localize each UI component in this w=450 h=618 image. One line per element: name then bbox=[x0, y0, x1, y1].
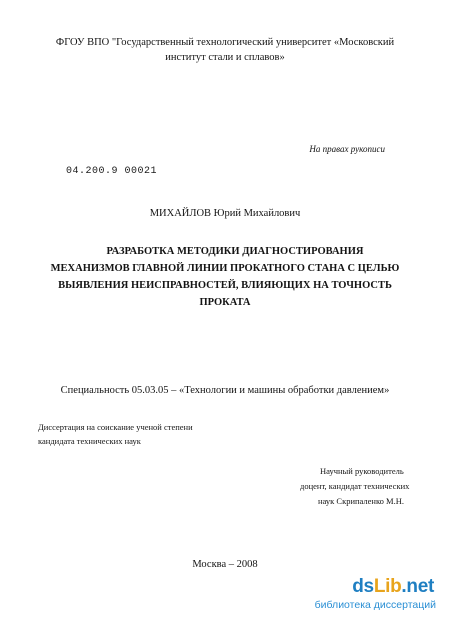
watermark-logo bbox=[352, 576, 434, 598]
watermark-logo-prefix: ds bbox=[352, 576, 374, 597]
supervisor-block bbox=[300, 464, 409, 509]
degree-line-1: Диссертация на соискание ученой степени bbox=[38, 422, 193, 432]
institution-header bbox=[0, 35, 450, 65]
title-line-1: РАЗРАБОТКА МЕТОДИКИ ДИАГНОСТИРОВАНИЯ bbox=[106, 246, 364, 257]
watermark-subtitle: библиотека диссертаций bbox=[314, 599, 436, 611]
watermark-logo-suffix: .net bbox=[401, 576, 434, 597]
city-year: Москва – 2008 bbox=[192, 559, 258, 570]
dissertation-title bbox=[0, 243, 450, 311]
supervisor-line-1: Научный руководитель bbox=[320, 466, 404, 476]
rights-note: На правах рукописи bbox=[309, 144, 385, 154]
supervisor-line-3: наук Скрипаленко М.Н. bbox=[318, 496, 404, 506]
title-line-4: ПРОКАТА bbox=[199, 297, 251, 308]
institution-line-1: ФГОУ ВПО "Государственный технологический университет «Московский bbox=[55, 37, 395, 48]
dissertation-degree bbox=[38, 420, 193, 448]
author-name: МИХАЙЛОВ Юрий Михайлович bbox=[149, 208, 301, 219]
title-line-3: ВЫЯВЛЕНИЯ НЕИСПРАВНОСТЕЙ, ВЛИЯЮЩИХ НА ТОЧНОСТЬ bbox=[58, 280, 392, 291]
degree-line-2: кандидата технических наук bbox=[38, 436, 141, 446]
institution-line-2: институт стали и сплавов» bbox=[165, 52, 285, 63]
supervisor-line-2: доцент, кандидат технических bbox=[300, 481, 410, 491]
watermark-logo-lib: Lib bbox=[373, 576, 402, 597]
specialty-line: Специальность 05.03.05 – «Технологии и машины обработки давлением» bbox=[60, 385, 390, 396]
title-line-2: МЕХАНИЗМОВ ГЛАВНОЙ ЛИНИИ ПРОКАТНОГО СТАНА С ЦЕЛЬЮ bbox=[50, 263, 400, 274]
stamp-number: 04.200.9 00021 bbox=[66, 166, 158, 177]
